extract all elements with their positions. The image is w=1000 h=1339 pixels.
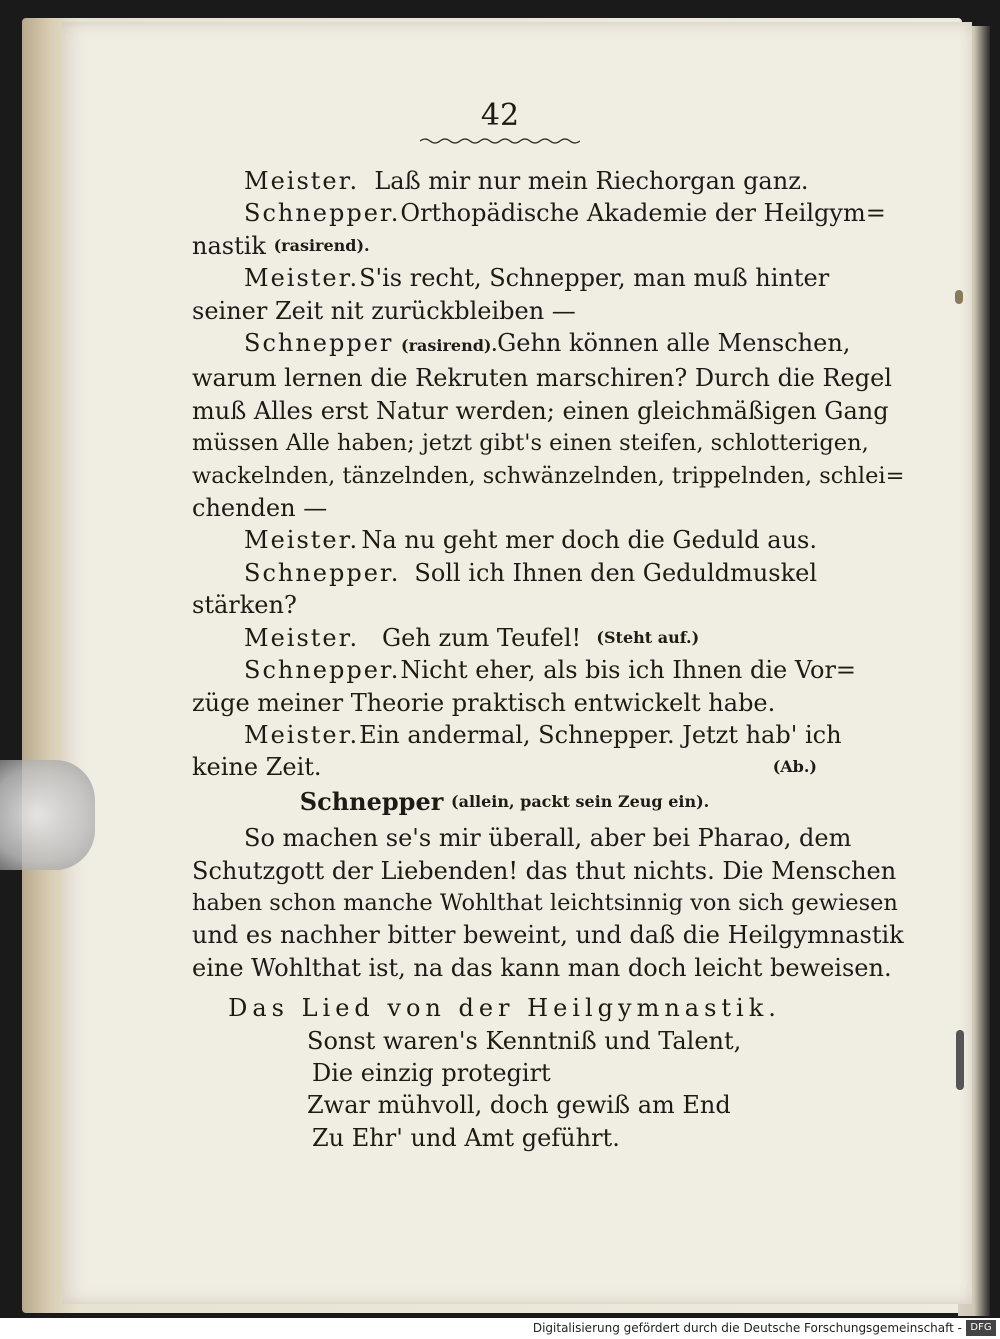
line-text: seiner Zeit nit zurückbleiben — — [192, 296, 576, 325]
text-line — [192, 654, 857, 686]
text-line — [192, 295, 817, 327]
speaker-name: Schnepper — [299, 786, 444, 816]
text-line — [192, 952, 892, 984]
line-text: Nicht eher, als bis ich Ihnen die Vor= — [400, 656, 857, 685]
text-line — [192, 687, 817, 719]
text-line — [192, 719, 842, 751]
line-text: züge meiner Theorie praktisch entwickelt habe. — [192, 688, 776, 717]
speaker-name: Meister. — [244, 623, 360, 652]
verse-text: Die einzig protegirt — [312, 1058, 551, 1087]
text-line — [192, 919, 904, 951]
line-text: S'is recht, Schnepper, man muß hinter — [359, 264, 830, 293]
stage-direction: (rasirend). — [401, 336, 498, 356]
speaker-name: Meister. — [244, 167, 360, 195]
scene-heading — [192, 786, 817, 818]
verse-line — [192, 1057, 817, 1089]
line-text: chenden — — [192, 494, 328, 523]
ornament-rule — [420, 136, 580, 146]
text-line — [192, 395, 889, 427]
text-line — [192, 492, 817, 524]
text-line — [192, 622, 817, 654]
line-text: wackelnden, tänzelnden, schwänzelnden, trippelnden, schlei= — [192, 462, 905, 489]
line-text: eine Wohlthat ist, na das kann man doch leicht beweisen. — [192, 953, 892, 982]
line-text: Schutzgott der Liebenden! das thut nichts. Die Menschen — [192, 856, 897, 885]
verse-line — [192, 1122, 817, 1154]
text-line — [192, 327, 851, 362]
page-number: 42 — [480, 98, 520, 133]
stage-direction: (allein, packt sein Zeug ein). — [451, 791, 710, 811]
speaker-name: Meister. — [244, 264, 360, 293]
stage-direction: (rasirend). — [273, 235, 370, 255]
line-text: Gehn können alle Menschen, — [497, 329, 851, 358]
stage-direction: (Ab.) — [772, 757, 817, 777]
text-line — [192, 557, 817, 589]
funding-footer: Digitalisierung gefördert durch die Deutsche Forschungsgemeinschaft - — [532, 1321, 962, 1335]
verse-text: Zu Ehr' und Amt geführt. — [312, 1123, 620, 1152]
speaker-name: Schnepper — [244, 329, 394, 358]
speaker-name: Schnepper. — [244, 558, 401, 587]
verse-text: Zwar mühvoll, doch gewiß am End — [307, 1091, 731, 1120]
text-line — [192, 262, 830, 294]
line-text: nastik — [192, 231, 266, 260]
text-line — [192, 427, 869, 459]
line-text: Laß mir nur mein Riechorgan ganz. — [374, 167, 809, 195]
line-text: müssen Alle haben; jetzt gibt's einen steifen, schlotterigen, — [192, 430, 869, 457]
verse-text: Sonst waren's Kenntniß und Talent, — [307, 1026, 742, 1055]
text-line — [192, 197, 886, 229]
line-text: Soll ich Ihnen den Geduldmuskel — [414, 558, 817, 587]
stage-direction: (Steht auf.) — [596, 627, 700, 647]
text-line — [192, 460, 905, 492]
line-text: haben schon manche Wohlthat leichtsinnig von sich gewiesen — [192, 889, 898, 916]
text-line — [192, 362, 892, 394]
text-line — [192, 165, 817, 197]
speaker-name: Meister. — [244, 526, 360, 555]
text-line — [192, 230, 817, 262]
line-text: stärken? — [192, 591, 297, 620]
text-line — [192, 887, 898, 919]
line-text: So machen se's mir überall, aber bei Pharao, dem — [244, 824, 852, 853]
line-text: muß Alles erst Natur werden; einen gleichmäßigen Gang — [192, 396, 889, 425]
page-edge-mark — [956, 1030, 964, 1090]
line-text: keine Zeit. — [192, 753, 322, 782]
song-title — [192, 992, 817, 1024]
line-text: warum lernen die Rekruten marschiren? Durch die Regel — [192, 364, 892, 393]
text-line — [192, 524, 817, 556]
speaker-name: Meister. — [244, 720, 360, 749]
line-text: Geh zum Teufel! — [381, 623, 582, 652]
song-title-text: Das Lied von der Heilgymnastik. — [228, 994, 781, 1023]
scanner-thumb — [0, 760, 95, 870]
page-text — [192, 165, 905, 1154]
dfg-logo-icon: DFG — [966, 1320, 996, 1336]
verse-line — [192, 1025, 817, 1057]
line-text: und es nachher bitter beweint, und daß die Heilgymnastik — [192, 921, 904, 950]
speaker-name: Schnepper. — [244, 656, 401, 685]
line-text: Na nu geht mer doch die Geduld aus. — [361, 526, 817, 555]
text-line — [192, 751, 817, 783]
line-text: Ein andermal, Schnepper. Jetzt hab' ich — [359, 720, 842, 749]
line-text: Orthopädische Akademie der Heilgym= — [400, 199, 886, 228]
text-line — [192, 822, 852, 854]
verse-line — [192, 1089, 817, 1121]
text-line — [192, 589, 817, 621]
speaker-name: Schnepper. — [244, 199, 401, 228]
page-edge-mark — [955, 290, 963, 304]
text-line — [192, 855, 897, 887]
